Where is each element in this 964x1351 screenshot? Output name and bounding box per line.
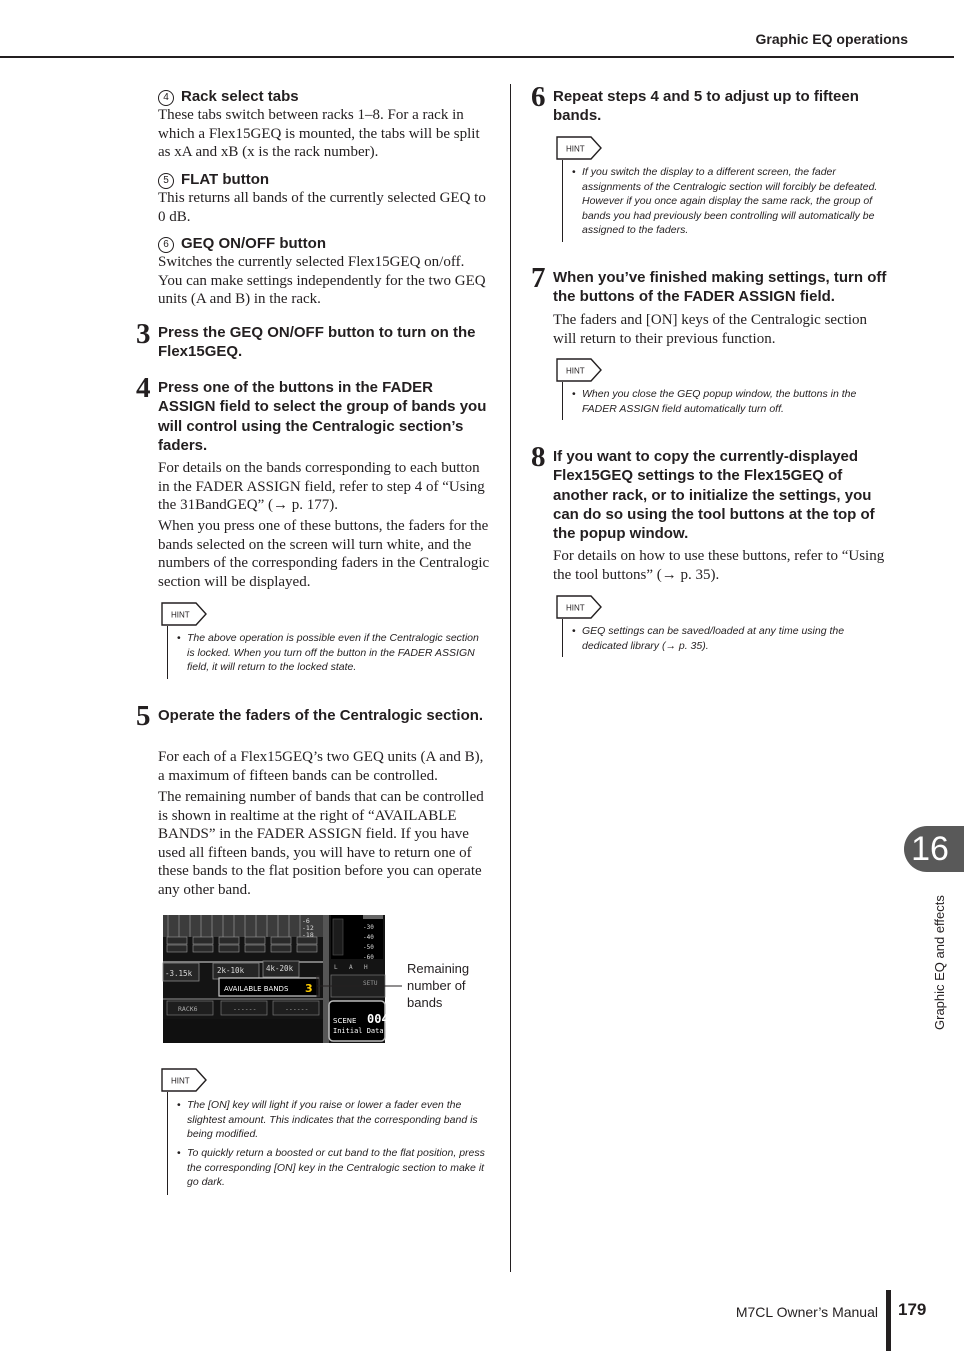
- hint-text: • The above operation is possible even if the Centralogic section is locked. When you turn off the button in the FADER ASSIGN field, it will return to the locked state.: [177, 632, 479, 673]
- step-5-heading: Operate the faders of the Centralogic section.: [158, 707, 484, 724]
- running-header: Graphic EQ operations: [755, 31, 908, 47]
- svg-text:2k-10k: 2k-10k: [217, 966, 245, 975]
- step-8-number: 8: [531, 441, 546, 473]
- step-3-heading: Press the GEQ ON/OFF button to turn on the Flex15GEQ.: [158, 324, 476, 361]
- hint-step-4: [161, 602, 491, 680]
- hint-text: • If you switch the display to a different screen, the fader assignments of the Centralogic section will forcibly be defeated. However if you once again display the same rack, the group of bands you had previously been controlling will automatically be assigned to the faders.: [572, 166, 878, 236]
- chapter-number: 16: [911, 830, 949, 868]
- hint-step-8: [556, 595, 890, 659]
- svg-text:-3.15k: -3.15k: [165, 969, 193, 978]
- svg-text:SETU: SETU: [363, 980, 378, 987]
- svg-text:AVAILABLE BANDS: AVAILABLE BANDS: [224, 985, 289, 993]
- svg-text:-18: -18: [302, 931, 314, 939]
- hint-rule: [167, 1092, 168, 1195]
- step-7-body: The faders and [ON] keys of the Centralogic section will return to their previous function.: [553, 312, 868, 347]
- item-6-heading: [158, 234, 488, 253]
- svg-text:------: ------: [285, 1005, 309, 1013]
- svg-text:HINT: HINT: [566, 366, 585, 376]
- step-8-body: For details on how to use these buttons, refer to “Using the tool buttons” (→ p. 35).: [553, 548, 885, 583]
- item-5-title: FLAT button: [181, 171, 270, 188]
- step-6-number: 6: [531, 81, 546, 113]
- svg-text:SCENE: SCENE: [333, 1017, 357, 1025]
- hint-text-1: • The [ON] key will light if you raise or lower a fader even the slightest amount. This indicates that the corresponding band is being modified.: [177, 1099, 478, 1140]
- svg-text:------: ------: [233, 1005, 257, 1013]
- svg-text:RACK6: RACK6: [178, 1005, 198, 1013]
- step-4-paragraph-2: When you press one of these buttons, the faders for the bands selected on the screen will turn white, and the numbers of the corresponding faders in the Centralogic section will be displayed.: [158, 518, 490, 590]
- step-6-heading: Repeat steps 4 and 5 to adjust up to fifteen bands.: [553, 88, 859, 125]
- hint-rule: [167, 626, 168, 679]
- hint-step-7: [556, 358, 890, 422]
- footer-bar: [886, 1290, 891, 1351]
- hint-step-5: [161, 1068, 491, 1198]
- svg-text:L: L: [334, 964, 338, 971]
- item-4-number: 4: [158, 90, 174, 106]
- step-5-paragraph-1: For each of a Flex15GEQ’s two GEQ units (A and B), a maximum of fifteen bands can be controlled.: [158, 749, 484, 784]
- svg-text:004: 004: [367, 1012, 389, 1026]
- step-7-number: 7: [531, 262, 546, 294]
- svg-text:-30: -30: [363, 924, 374, 931]
- svg-text:HINT: HINT: [566, 144, 585, 154]
- item-6-number: 6: [158, 237, 174, 253]
- hint-text: • When you close the GEQ popup window, the buttons in the FADER ASSIGN field automatically turn off.: [572, 388, 857, 415]
- svg-text:HINT: HINT: [566, 603, 585, 613]
- step-7-heading: When you’ve finished making settings, turn off the buttons of the FADER ASSIGN field.: [553, 269, 887, 306]
- hint-badge-icon: [556, 595, 602, 619]
- svg-text:-6: -6: [302, 917, 310, 925]
- step-8-heading: If you want to copy the currently-displayed Flex15GEQ settings to the Flex15GEQ of another rack, or to initialize the settings, you can do so using the tool buttons at the top of the popup window.: [553, 448, 875, 543]
- callout-remaining-bands: Remaining number of bands: [407, 961, 470, 1010]
- svg-text:H: H: [364, 964, 368, 971]
- item-6-body: Switches the currently selected Flex15GEQ on/off. You can make settings independently for the two GEQ units (A and B) in the rack.: [158, 254, 486, 307]
- item-4-title: Rack select tabs: [181, 88, 299, 105]
- svg-text:4k-20k: 4k-20k: [266, 964, 294, 973]
- item-5-number: 5: [158, 173, 174, 189]
- hint-step-6: [556, 136, 890, 244]
- item-5-heading: [158, 170, 488, 189]
- item-6-title: GEQ ON/OFF button: [181, 235, 326, 252]
- step-4-number: 4: [136, 372, 151, 404]
- step-3-number: 3: [136, 318, 151, 350]
- step-4-heading: Press one of the buttons in the FADER ASSIGN field to select the group of bands you will control using the Centralogic section’s faders.: [158, 379, 487, 454]
- step-4-paragraph-1: For details on the bands corresponding to each button in the FADER ASSIGN field, refer to step 4 of “Using the 31BandGEQ” (→ p. 177).: [158, 460, 485, 513]
- step-5-paragraph-2: The remaining number of bands that can be controlled is shown in realtime at the right of “AVAILABLE BANDS” in the FADER ASSIGN field. If you have used all fifteen bands, you will have to return one of these bands to the flat position before you can operate any other band.: [158, 789, 484, 898]
- svg-text:A: A: [349, 964, 353, 971]
- svg-text:-40: -40: [363, 934, 374, 941]
- svg-text:HINT: HINT: [171, 610, 190, 620]
- hint-badge-icon: [161, 602, 207, 626]
- svg-text:-50: -50: [363, 944, 374, 951]
- hint-text-2: • To quickly return a boosted or cut band to the flat position, press the corresponding [ON] key in the Centralogic section to make it go dark.: [177, 1147, 485, 1188]
- column-divider: [510, 84, 511, 1272]
- hint-badge-icon: [161, 1068, 207, 1092]
- footer-manual-title: M7CL Owner’s Manual: [735, 1304, 878, 1320]
- hint-text: • GEQ settings can be saved/loaded at any time using the dedicated library (→ p. 35).: [572, 625, 845, 652]
- hint-badge-icon: [556, 136, 602, 160]
- item-4-body: These tabs switch between racks 1–8. For a rack in which a Flex15GEQ is mounted, the tabs will be split as xA and xB (x is the rack number).: [158, 107, 480, 160]
- header-rule: [0, 56, 954, 58]
- chapter-label: Graphic EQ and effects: [932, 895, 947, 1030]
- item-4-heading: [158, 87, 488, 106]
- svg-text:3: 3: [305, 982, 313, 995]
- svg-text:HINT: HINT: [171, 1076, 190, 1086]
- svg-text:Initial Data: Initial Data: [333, 1027, 384, 1035]
- svg-text:-60: -60: [363, 954, 374, 961]
- svg-text:-12: -12: [302, 924, 314, 932]
- item-5-body: This returns all bands of the currently selected GEQ to 0 dB.: [158, 190, 486, 225]
- step-5-number: 5: [136, 700, 151, 732]
- callout-leader-line: [317, 974, 407, 1004]
- page-number: 179: [898, 1300, 927, 1319]
- hint-rule: [562, 160, 563, 242]
- hint-badge-icon: [556, 358, 602, 382]
- hint-rule: [562, 619, 563, 657]
- hint-rule: [562, 382, 563, 420]
